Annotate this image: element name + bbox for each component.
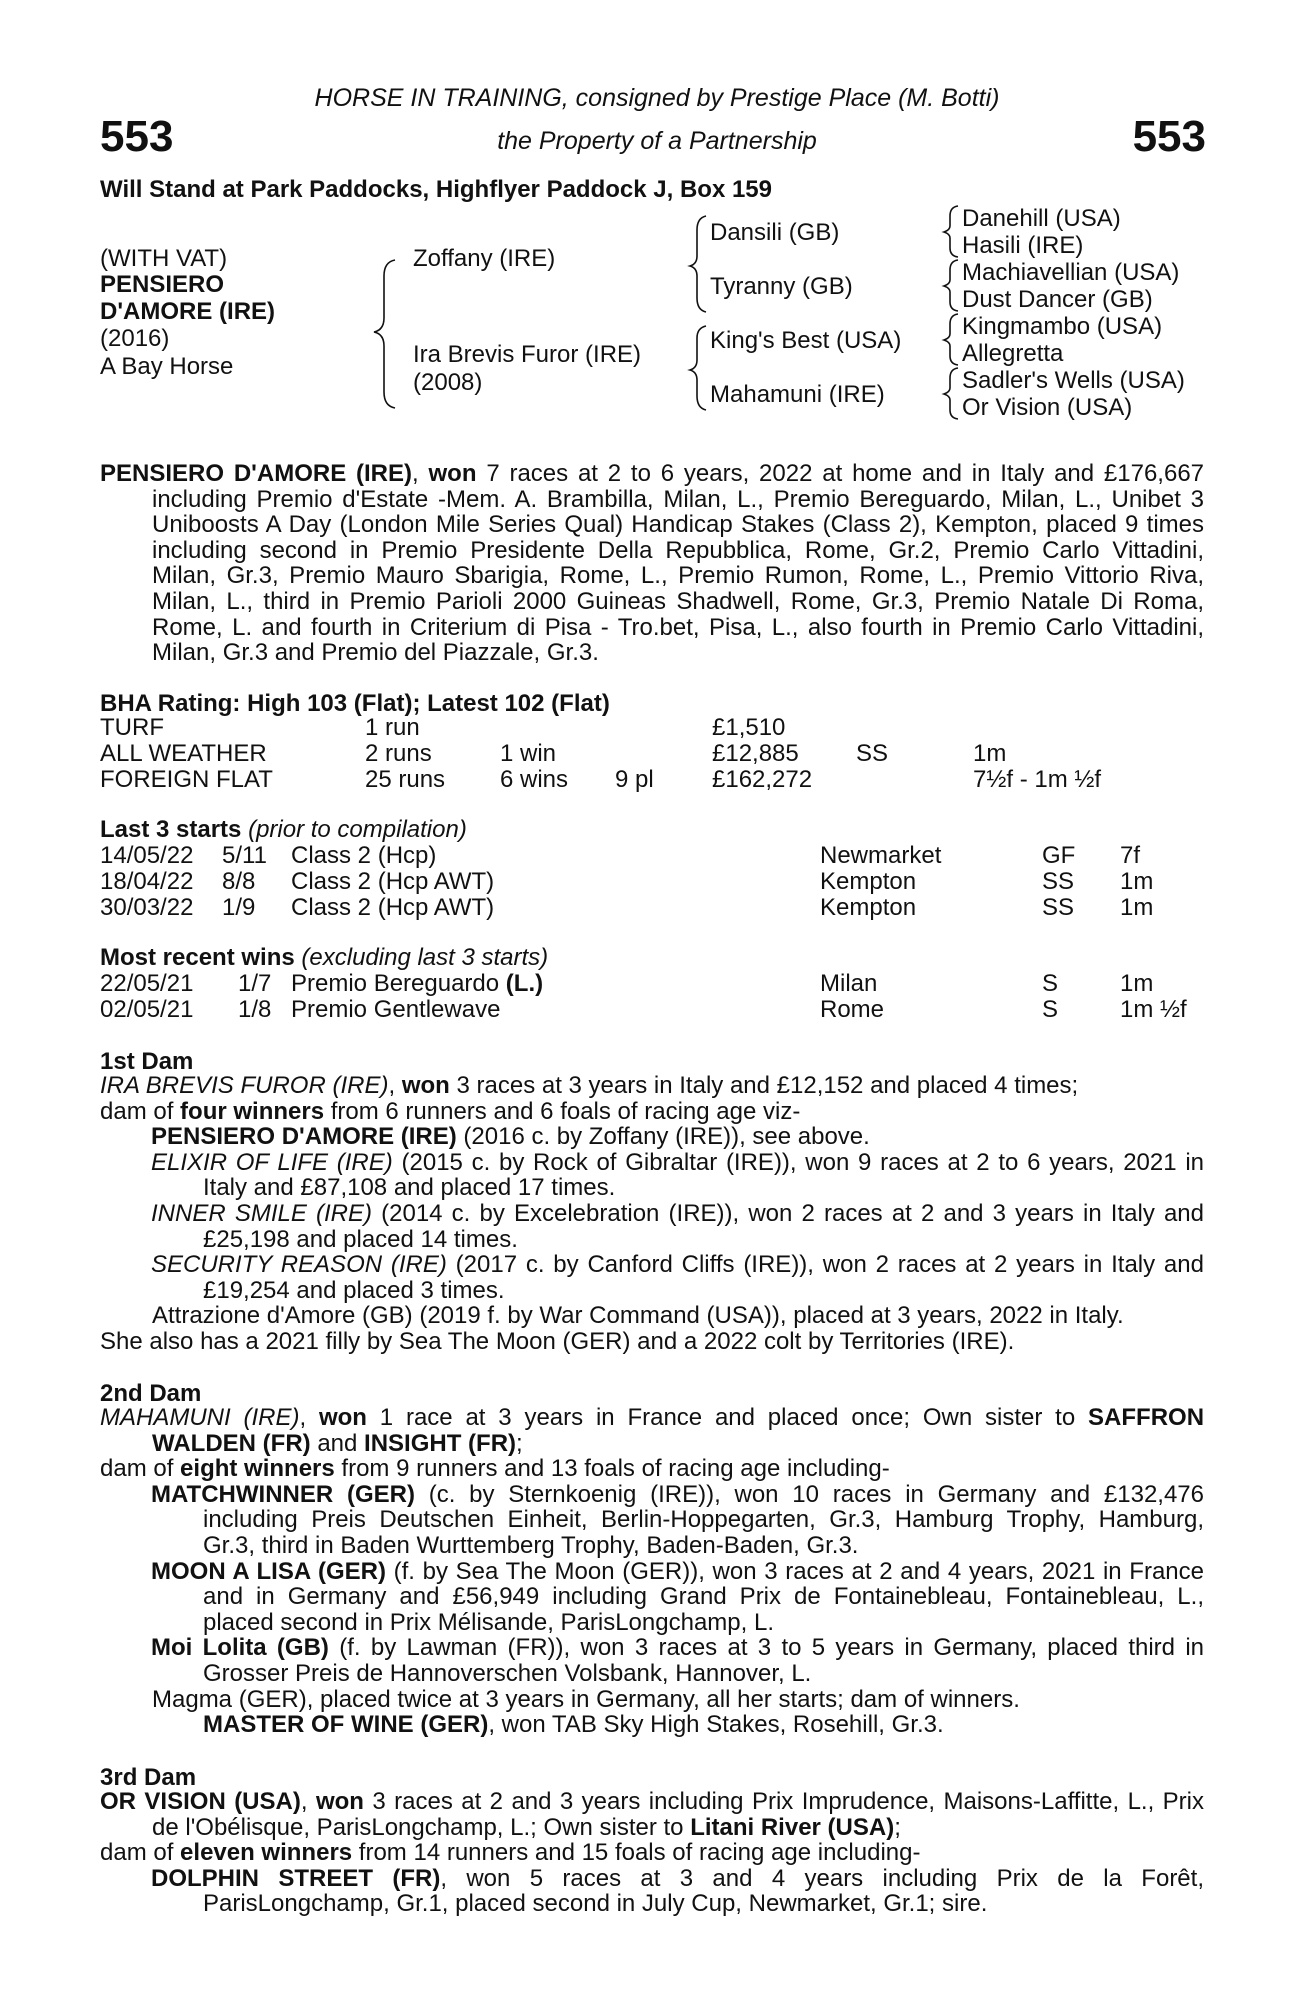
great-grandparent-8: Or Vision (USA) bbox=[962, 394, 1133, 421]
dam2-progeny-1-text: (c. by Sternkoenig (IRE)), won 10 races in Germany and £132,476 including Preis Deutschen Einheit, Berlin-Hoppegarten, Gr.3, Hamburg Trophy, Hamburg, Gr.3, third in Baden Wurttemberg Trophy, Baden-Baden, Gr.3. bbox=[203, 1480, 1204, 1559]
lot-number-right: 553 bbox=[1132, 112, 1206, 161]
last3-row-course: Kempton bbox=[820, 894, 917, 921]
sire-sire: Dansili (GB) bbox=[710, 219, 840, 246]
dam2-sister-2: INSIGHT (FR) bbox=[364, 1429, 517, 1457]
last3-row-course: Newmarket bbox=[820, 842, 942, 869]
last3-row-going: SS bbox=[1042, 894, 1075, 921]
dam1-name: IRA BREVIS FUROR (IRE) bbox=[100, 1072, 389, 1099]
recent-row-going: S bbox=[1042, 970, 1059, 997]
first-dam-title: 1st Dam bbox=[100, 1048, 194, 1075]
dam2-progeny-3-text: (f. by Lawman (FR)), won 3 races at 3 to 5 years in Germany, placed third in Grosser Preis de Hannoverschen Volsbank, Hannover, L. bbox=[203, 1634, 1205, 1687]
summary-horse-name: PENSIERO D'AMORE (IRE) bbox=[100, 460, 413, 487]
dam3-sister: Litani River (USA) bbox=[690, 1813, 895, 1841]
last3-row-date: 18/04/22 bbox=[100, 868, 194, 895]
last3-row-date: 14/05/22 bbox=[100, 842, 194, 869]
last3-row-going: GF bbox=[1042, 842, 1076, 869]
dam1-dam-of: dam of bbox=[100, 1097, 174, 1125]
last3-row-pos: 8/8 bbox=[222, 868, 256, 895]
last3-row-course: Kempton bbox=[820, 868, 917, 895]
last3-row bbox=[100, 894, 1210, 920]
horse-name-line1: PENSIERO bbox=[100, 271, 225, 298]
dam2-text: 1 race at 3 years in France and placed once; Own sister to bbox=[379, 1404, 1076, 1431]
last3-row-going: SS bbox=[1042, 868, 1075, 895]
dam2-progeny-2-name: MOON A LISA (GER) bbox=[151, 1557, 386, 1585]
recent-row bbox=[100, 996, 1210, 1022]
recent-row-race: Premio Gentlewave bbox=[291, 996, 501, 1023]
last3-row-race: Class 2 (Hcp AWT) bbox=[291, 894, 495, 921]
sire-line-brace bbox=[690, 216, 706, 312]
rating-row-surface: TURF bbox=[100, 714, 164, 741]
recent-row-dist: 1m bbox=[1120, 970, 1154, 997]
great-grandparent-6: Allegretta bbox=[962, 340, 1064, 367]
dam1-progeny-3-name: INNER SMILE (IRE) bbox=[151, 1199, 372, 1227]
grandsire-brace-2 bbox=[944, 260, 958, 311]
last3-row bbox=[100, 842, 1210, 868]
great-grandparent-3: Machiavellian (USA) bbox=[962, 259, 1180, 286]
dam1-progeny-1-text: (2016 c. by Zoffany (IRE)), see above. bbox=[463, 1123, 870, 1151]
race-summary: PENSIERO D'AMORE (IRE), won 7 races at 2 to 6 years, 2022 at home and in Italy and £176,667 including Premio d'Estate -Mem. A. Brambilla, Milan, L., Premio Bereguardo, Milan, L., Unibet 3 Uniboosts A Day (London Mile Series Qual) Handicap Stakes (Class 2), Kempton, placed 9 times including second in Premio Presidente Della Repubblica, Rome, Gr.2, Premio Carlo Vittadini, Milan, Gr.3, Premio Mauro Sbarigia, Rome, L., Premio Rumon, Rome, L., Premio Vittorio Riva, Milan, L., third in Premio Parioli 2000 Guineas Shadwell, Rome, Gr.3, Premio Natale Di Roma, Rome, L. and fourth in Criterium di Pisa - Tro.bet, Pisa, L., also fourth in Premio Carlo Vittadini, Milan, Gr.3 and Premio del Piazzale, Gr.3. bbox=[100, 460, 1205, 667]
last3-note: (prior to compilation) bbox=[248, 816, 467, 843]
dam1-progeny-2-name: ELIXIR OF LIFE (IRE) bbox=[151, 1148, 393, 1176]
dam2-semicolon: ; bbox=[516, 1429, 523, 1457]
first-dam-section: IRA BREVIS FUROR (IRE), won 3 races at 3 years in Italy and £12,152 and placed 4 times; dam of four winners from 6 runners and 6 foals of racing age viz- PENSIERO D'AMORE (IRE) (2016 c. by Zoffany (IRE)), see above. ELIXIR OF LIFE (IRE) (2015 c. by Rock of Gibraltar (IRE)), won 9 races at 2 to 6 years, 2021 in Italy and £87,108 and placed 17 times. INNER SMILE (IRE) (2014 c. by Excelebration (IRE)), won 2 races at 2 and 3 years in Italy and £25,198 and placed 14 times. SECURITY REASON (IRE) (2017 c. by Canford Cliffs (IRE)), won 2 races at 2 years in Italy and £19,254 and placed 3 times. Attrazione d'Amore (GB) (2019 f. by War Command (USA)), placed at 3 years, 2022 in Italy. She also has a 2021 filly by Sea The Moon (GER) and a 2022 colt by Territories (IRE). bbox=[100, 1072, 1205, 1355]
great-grandparent-5: Kingmambo (USA) bbox=[962, 313, 1163, 340]
horse-year: (2016) bbox=[100, 325, 170, 352]
recent-title: Most recent wins bbox=[100, 944, 295, 971]
rating-row-wins: 6 wins bbox=[500, 766, 569, 793]
second-dam-section: MAHAMUNI (IRE), won 1 race at 3 years in France and placed once; Own sister to SAFFRON WALDEN (FR) and INSIGHT (FR); dam of eight winners from 9 runners and 13 foals of racing age including- MATCHWINNER (GER) (c. by Sternkoenig (IRE)), won 10 races in Germany and £132,476 including Preis Deutschen Einheit, Berlin-Hoppegarten, Gr.3, Hamburg Trophy, Hamburg, Gr.3, third in Baden Wurttemberg Trophy, Baden-Baden, Gr.3. MOON A LISA (GER) (f. by Sea The Moon (GER)), won 3 races at 2 and 4 years, 2021 in France and in Germany and £56,949 including Grand Prix de Fontainebleau, Fontainebleau, L., placed second in Prix Mélisande, ParisLongchamp, L. Moi Lolita (GB) (f. by Lawman (FR)), won 3 races at 3 to 5 years in Germany, placed third in Grosser Preis de Hannoverschen Volsbank, Hannover, L. Magma (GER), placed twice at 3 years in Germany, all her starts; dam of winners. MASTER OF WINE (GER), won TAB Sky High Stakes, Rosehill, Gr.3. bbox=[100, 1404, 1205, 1739]
recent-row-pos: 1/8 bbox=[238, 996, 272, 1023]
dam3-text: 3 races at 2 and 3 years including Prix Imprudence, Maisons-Laffitte, L., Prix de l'Obélisque, ParisLongchamp, L.; Own sister to bbox=[152, 1788, 1205, 1841]
great-grandparent-2: Hasili (IRE) bbox=[962, 232, 1084, 259]
last3-heading bbox=[100, 817, 467, 843]
stand-location: Will Stand at Park Paddocks, Highflyer Paddock J, Box 159 bbox=[100, 176, 772, 203]
dam2-dam-of-detail: from 9 runners and 13 foals of racing age including- bbox=[341, 1455, 890, 1483]
dam1-progeny-4-text: (2017 c. by Canford Cliffs (IRE)), won 2 races at 2 years in Italy and £19,254 and placed 3 times. bbox=[203, 1251, 1204, 1304]
rating-row-runs: 1 run bbox=[365, 714, 420, 741]
last3-row-date: 30/03/22 bbox=[100, 894, 194, 921]
dam1-progeny-1-name: PENSIERO D'AMORE (IRE) bbox=[151, 1123, 457, 1151]
dam2-won: won bbox=[318, 1404, 367, 1431]
dam3-dam-of: dam of bbox=[100, 1839, 174, 1867]
dam1-won: won bbox=[401, 1072, 450, 1099]
dam1-progeny-5: Attrazione d'Amore (GB) (2019 f. by War Command (USA)), placed at 3 years, 2022 in Italy. bbox=[152, 1302, 1124, 1330]
recent-row-course: Rome bbox=[820, 996, 885, 1023]
recent-row-date: 22/05/21 bbox=[100, 970, 194, 997]
last3-row-dist: 7f bbox=[1120, 842, 1141, 869]
last3-title: Last 3 starts bbox=[100, 816, 242, 843]
recent-row-grade: (L.) bbox=[505, 970, 544, 997]
dam2-winners-count: eight winners bbox=[180, 1455, 335, 1483]
dam2-progeny-1-name: MATCHWINNER (GER) bbox=[151, 1480, 415, 1508]
grandsire-brace-1 bbox=[944, 206, 958, 257]
recent-row-going: S bbox=[1042, 996, 1059, 1023]
rating-row-runs: 2 runs bbox=[365, 740, 432, 767]
last3-row bbox=[100, 868, 1210, 894]
horse-description: A Bay Horse bbox=[100, 353, 234, 380]
grandsire-brace-4 bbox=[944, 368, 958, 419]
grandsire-brace-3 bbox=[944, 314, 958, 365]
last3-row-race: Class 2 (Hcp AWT) bbox=[291, 868, 495, 895]
dam2-sister-1: SAFFRON WALDEN (FR) bbox=[152, 1404, 1205, 1457]
dam-line-brace bbox=[690, 326, 706, 410]
vat-note: (WITH VAT) bbox=[100, 245, 228, 272]
dam: Ira Brevis Furor (IRE) bbox=[413, 341, 642, 368]
dam1-progeny-4-name: SECURITY REASON (IRE) bbox=[151, 1251, 447, 1279]
dam2-and: and bbox=[317, 1429, 358, 1457]
dam1-foals-note: She also has a 2021 filly by Sea The Moon (GER) and a 2022 colt by Territories (IRE). bbox=[100, 1327, 1015, 1355]
lot-number-left: 553 bbox=[100, 112, 174, 161]
summary-won: won bbox=[428, 460, 477, 487]
dam1-text: 3 races at 3 years in Italy and £12,152 and placed 4 times; bbox=[456, 1072, 1079, 1099]
recent-row-pos: 1/7 bbox=[238, 970, 272, 997]
recent-row-race: Premio Bereguardo bbox=[291, 970, 500, 997]
dam2-grandprogeny-text: , won TAB Sky High Stakes, Rosehill, Gr.3. bbox=[488, 1711, 944, 1739]
rating-row bbox=[100, 714, 1210, 740]
dam2-grandprogeny-name: MASTER OF WINE (GER) bbox=[203, 1711, 489, 1739]
dam3-progeny-1-text: , won 5 races at 3 and 4 years including Prix de la Forêt, ParisLongchamp, Gr.1, placed second in July Cup, Newmarket, Gr.1; sire. bbox=[203, 1864, 1204, 1918]
dam-year: (2008) bbox=[413, 369, 483, 396]
last3-row-race: Class 2 (Hcp) bbox=[291, 842, 437, 869]
third-dam-title: 3rd Dam bbox=[100, 1764, 197, 1791]
dam1-winners-count: four winners bbox=[180, 1097, 325, 1125]
rating-row-going: SS bbox=[856, 740, 889, 767]
rating-row-money: £12,885 bbox=[712, 740, 799, 767]
dam1-progeny-3-text: (2014 c. by Excelebration (IRE)), won 2 races at 2 and 3 years in Italy and £25,198 and placed 14 times. bbox=[203, 1199, 1205, 1253]
rating-row-runs: 25 runs bbox=[365, 766, 446, 793]
recent-row bbox=[100, 970, 1210, 996]
rating-row bbox=[100, 766, 1210, 792]
rating-row-surface: ALL WEATHER bbox=[100, 740, 267, 767]
second-dam-title: 2nd Dam bbox=[100, 1380, 202, 1407]
great-grandparent-1: Danehill (USA) bbox=[962, 205, 1121, 232]
sire-dam-brace bbox=[374, 260, 395, 408]
rating-row-money: £1,510 bbox=[712, 714, 786, 741]
dam1-progeny-2-text: (2015 c. by Rock of Gibraltar (IRE)), won 9 races at 2 to 6 years, 2021 in Italy and £87,108 and placed 17 times. bbox=[203, 1148, 1205, 1202]
last3-row-dist: 1m bbox=[1120, 868, 1154, 895]
rating-row-wins: 1 win bbox=[500, 740, 557, 767]
recent-note: (excluding last 3 starts) bbox=[301, 944, 549, 971]
dam3-winners-count: eleven winners bbox=[180, 1839, 353, 1867]
summary-text: 7 races at 2 to 6 years, 2022 at home and in Italy and £176,667 including Premio d'Estate -Mem. A. Brambilla, Milan, L., Premio Bereguardo, Milan, L., Unibet 3 Uniboosts A Day (London Mile Series Qual) Handicap Stakes (Class 2), Kempton, placed 9 times including second in Premio Presidente Della Repubblica, Rome, Gr.2, Premio Carlo Vittadini, Milan, Gr.3, Premio Mauro Sbarigia, Rome, L., Premio Rumon, Rome, L., Premio Vittorio Riva, Milan, L., third in Premio Parioli 2000 Guineas Shadwell, Rome, Gr.3, Premio Natale Di Roma, Rome, L. and fourth in Criterium di Pisa - Tro.bet, Pisa, L., also fourth in Premio Carlo Vittadini, Milan, Gr.3 and Premio del Piazzale, Gr.3. bbox=[152, 460, 1205, 667]
dam3-dam-of-detail: from 14 runners and 15 foals of racing age including- bbox=[358, 1839, 921, 1867]
last3-row-dist: 1m bbox=[1120, 894, 1154, 921]
dam2-progeny-2-text: (f. by Sea The Moon (GER)), won 3 races at 2 and 4 years, 2021 in France and in Germany and £56,949 including Grand Prix de Fontainebleau, Fontainebleau, L., placed second in Prix Mélisande, ParisLongchamp, L. bbox=[203, 1557, 1204, 1636]
last3-row-pos: 1/9 bbox=[222, 894, 256, 921]
great-grandparent-7: Sadler's Wells (USA) bbox=[962, 367, 1185, 394]
recent-row-race-wrap bbox=[291, 970, 543, 998]
dam3-won: won bbox=[315, 1788, 364, 1815]
great-grandparent-4: Dust Dancer (GB) bbox=[962, 286, 1153, 313]
property-line: the Property of a Partnership bbox=[497, 127, 817, 155]
dam2-name: MAHAMUNI (IRE) bbox=[100, 1404, 300, 1431]
sire-dam: Tyranny (GB) bbox=[710, 273, 853, 300]
rating-row-money: £162,272 bbox=[712, 766, 813, 793]
last3-row-pos: 5/11 bbox=[222, 842, 267, 869]
dam3-semicolon: ; bbox=[894, 1813, 901, 1841]
dam2-dam-of: dam of bbox=[100, 1455, 174, 1483]
recent-heading bbox=[100, 945, 548, 971]
dam3-name: OR VISION (USA) bbox=[100, 1788, 301, 1815]
sire: Zoffany (IRE) bbox=[413, 245, 556, 272]
rating-row bbox=[100, 740, 1210, 766]
rating-row-dist: 7½f - 1m ½f bbox=[973, 766, 1102, 793]
dam-sire: King's Best (USA) bbox=[710, 327, 902, 354]
dam1-dam-of-detail: from 6 runners and 6 foals of racing age viz- bbox=[330, 1097, 801, 1125]
bha-rating-title: BHA Rating: High 103 (Flat); Latest 102 (Flat) bbox=[100, 690, 610, 717]
dam2-progeny-3-name: Moi Lolita (GB) bbox=[151, 1634, 329, 1662]
rating-row-pl: 9 pl bbox=[615, 766, 654, 793]
dam2-progeny-4: Magma (GER), placed twice at 3 years in Germany, all her starts; dam of winners. bbox=[152, 1685, 1020, 1713]
recent-row-date: 02/05/21 bbox=[100, 996, 194, 1023]
consignor-line: HORSE IN TRAINING, consigned by Prestige Place (M. Botti) bbox=[314, 84, 1000, 112]
rating-row-dist: 1m bbox=[973, 740, 1007, 767]
dam3-progeny-1-name: DOLPHIN STREET (FR) bbox=[151, 1864, 441, 1892]
horse-name-line2: D'AMORE (IRE) bbox=[100, 298, 276, 325]
third-dam-section: OR VISION (USA), won 3 races at 2 and 3 years including Prix Imprudence, Maisons-Laffitte, L., Prix de l'Obélisque, ParisLongchamp, L.; Own sister to Litani River (USA); dam of eleven winners from 14 runners and 15 foals of racing age including- DOLPHIN STREET (FR), won 5 races at 3 and 4 years including Prix de la Forêt, ParisLongchamp, Gr.1, placed second in July Cup, Newmarket, Gr.1; sire. bbox=[100, 1788, 1205, 1918]
recent-row-dist: 1m ½f bbox=[1120, 996, 1187, 1023]
rating-row-surface: FOREIGN FLAT bbox=[100, 766, 273, 793]
dam-dam: Mahamuni (IRE) bbox=[710, 381, 885, 408]
recent-row-course: Milan bbox=[820, 970, 878, 997]
